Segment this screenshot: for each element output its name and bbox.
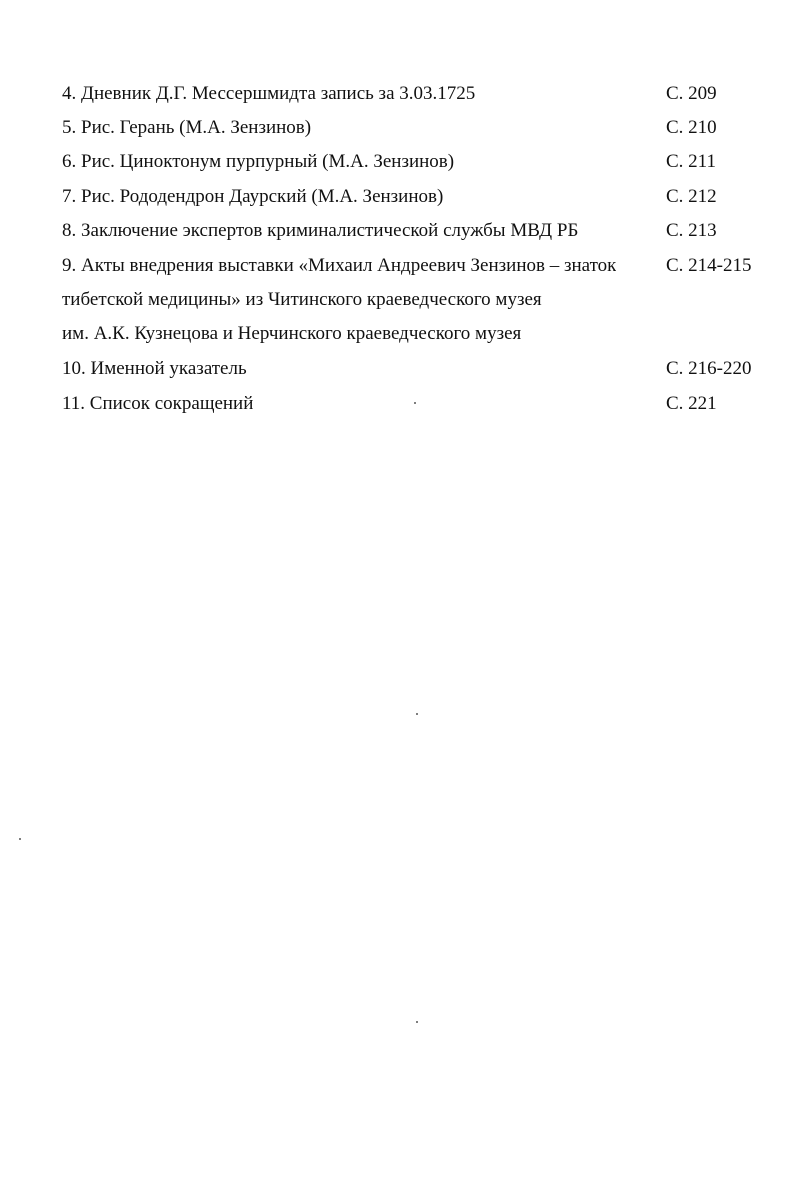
toc-entry-page: С. 209 [666,83,717,104]
toc-entry-title: 7. Рис. Рододендрон Даурский (М.А. Зензинов) [62,186,444,207]
scan-speck [414,402,416,404]
toc-entry-6 [0,147,792,177]
toc-entry-title-continuation: тибетской медицины» из Читинского краеведческого музея [62,289,542,310]
toc-entry-page: С. 216-220 [666,358,752,379]
toc-entry-title: 10. Именной указатель [62,358,247,379]
scan-speck [416,713,418,715]
toc-entry-title: 6. Рис. Циноктонум пурпурный (М.А. Зензинов) [62,151,455,172]
toc-entry-title-continuation: им. А.К. Кузнецова и Нерчинского краеведческого музея [62,323,522,344]
toc-entry-title: 4. Дневник Д.Г. Мессершмидта запись за 3.03.1725 [62,83,476,104]
toc-entry-page: С. 214-215 [666,255,752,276]
scan-speck [416,1021,418,1023]
toc-entry-title: 5. Рис. Герань (М.А. Зензинов) [62,117,312,138]
toc-entry-title: 8. Заключение экспертов криминалистической службы МВД РБ [62,220,579,241]
toc-entry-8 [0,216,792,246]
toc-entry-7 [0,182,792,212]
toc-entry-4 [0,79,792,109]
scan-speck [19,838,21,840]
toc-entry-9-line-2 [0,285,792,315]
toc-entry-9-line-3 [0,319,792,349]
toc-entry-page: С. 213 [666,220,717,241]
toc-entry-page: С. 212 [666,186,717,207]
toc-entry-5 [0,113,792,143]
toc-entry-page: С. 221 [666,393,717,414]
toc-entry-page: С. 211 [666,151,716,172]
toc-entry-title: 11. Список сокращений [62,393,254,414]
toc-entry-10 [0,354,792,384]
toc-entry-title: 9. Акты внедрения выставки «Михаил Андреевич Зензинов – знаток [62,255,617,276]
toc-entry-9 [0,251,792,281]
toc-entry-page: С. 210 [666,117,717,138]
toc-entry-11 [0,389,792,419]
